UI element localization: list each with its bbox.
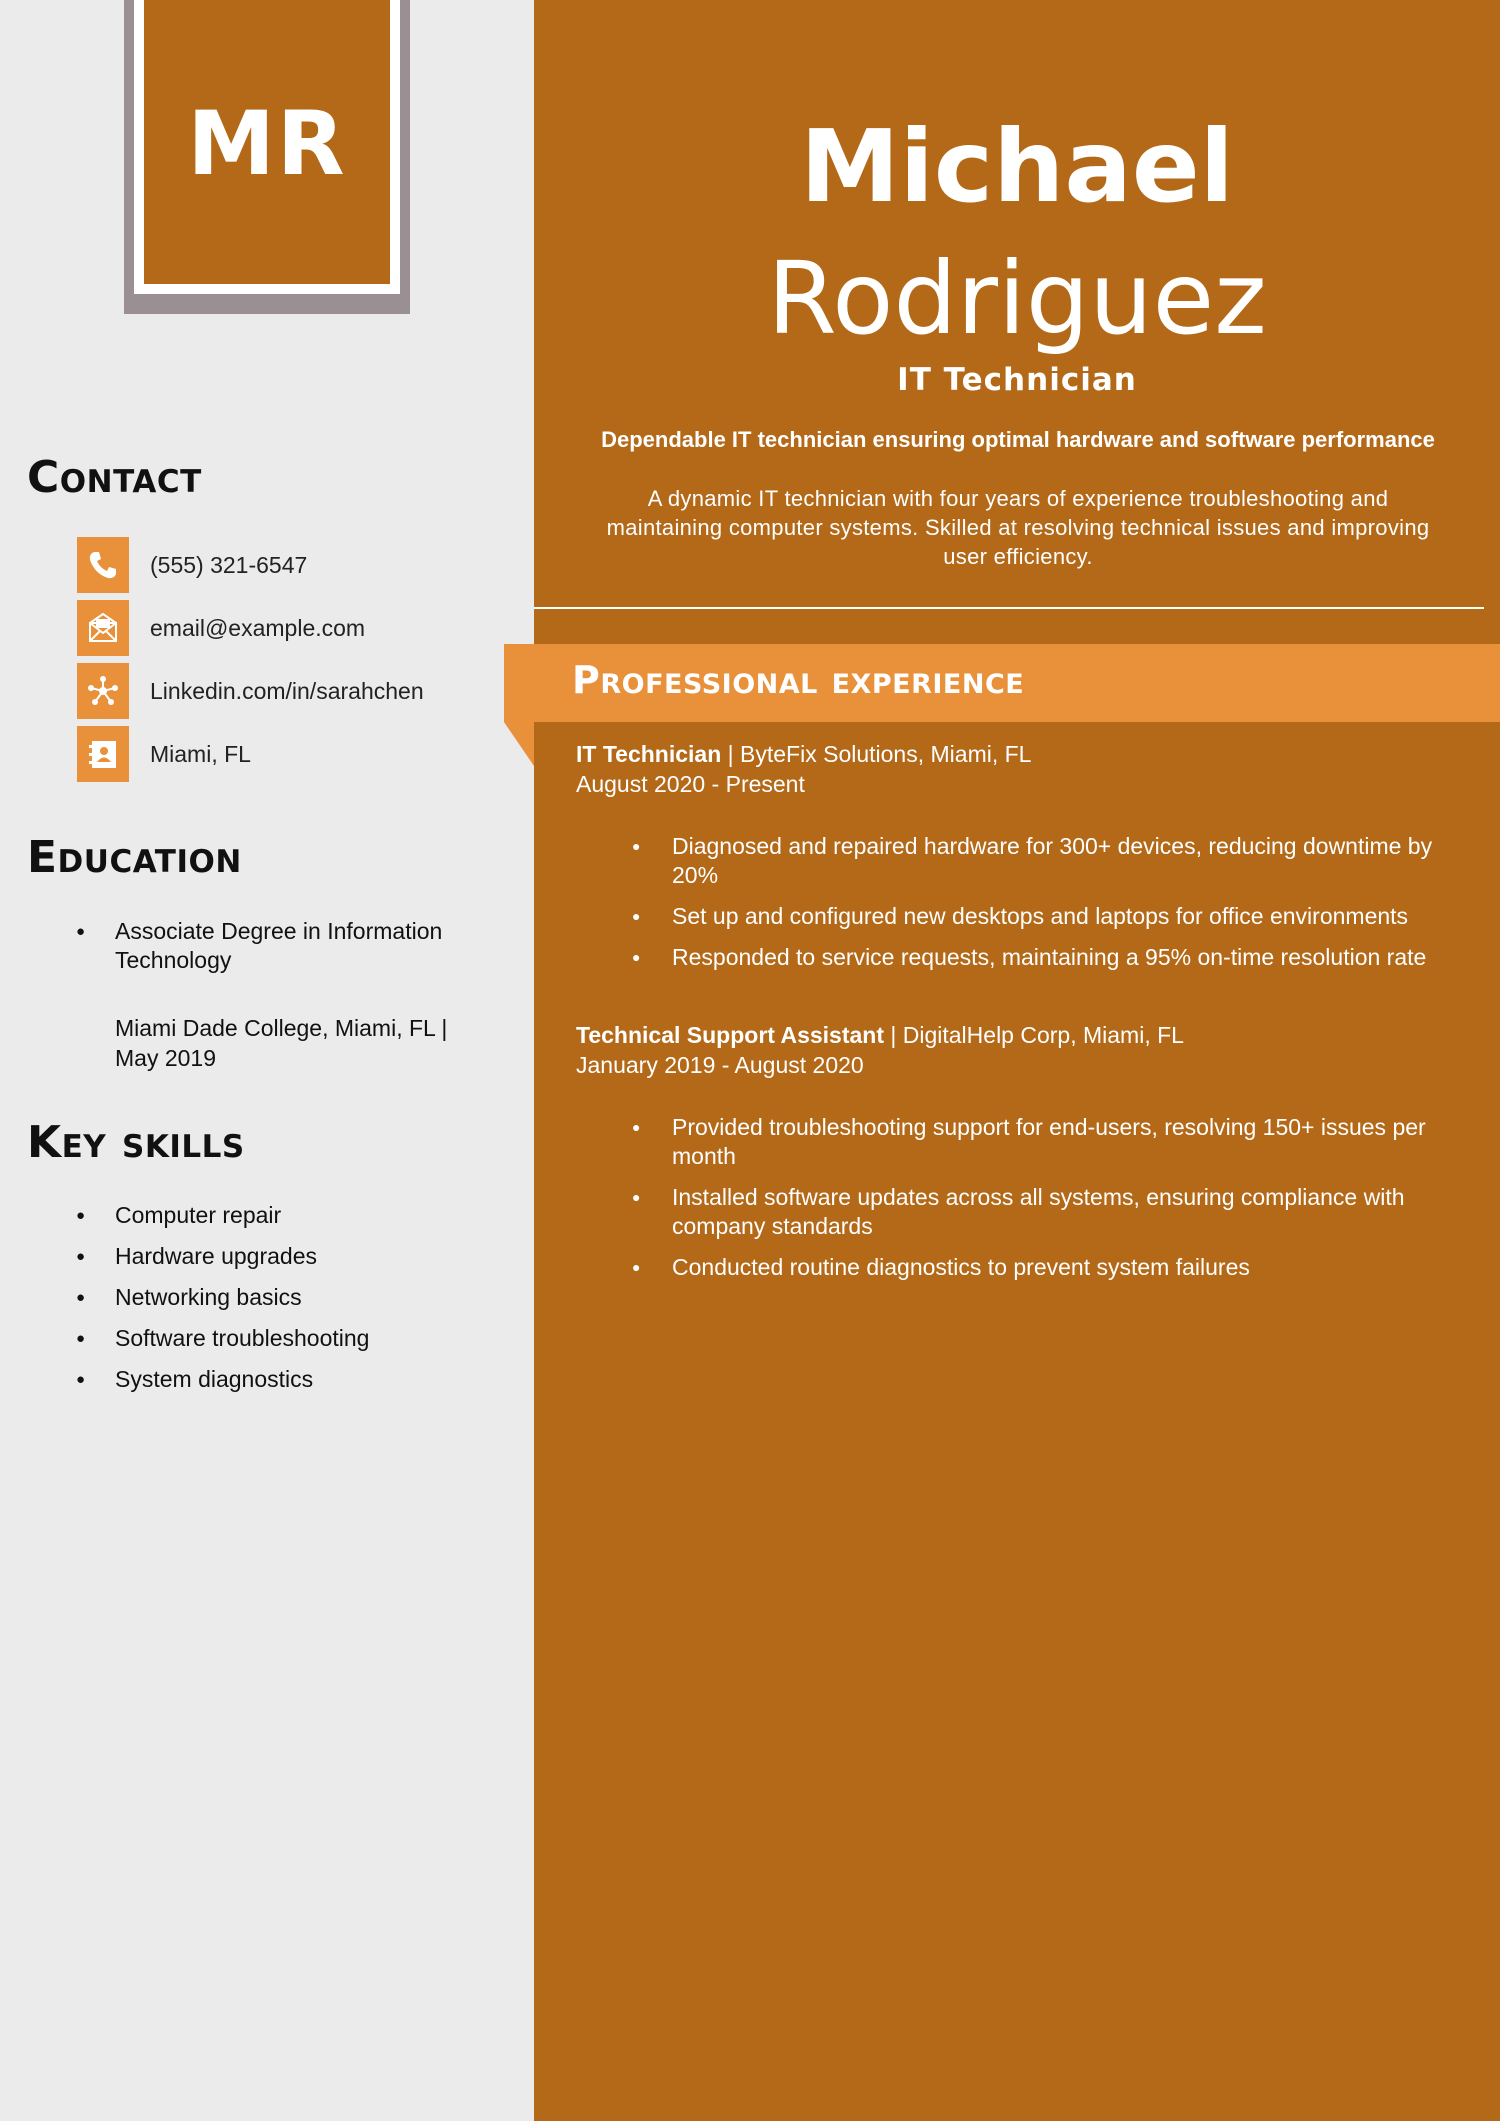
job-bullet: ● Diagnosed and repaired hardware for 300+ devices, reducing downtime by 20%	[632, 832, 1452, 890]
job-bullets	[632, 832, 1452, 984]
job-bullet: ● Set up and configured new desktops and laptops for office environments	[632, 902, 1452, 931]
contact-email	[77, 600, 365, 656]
first-name: Michael	[800, 108, 1234, 225]
job-role: Technical Support Assistant	[576, 1022, 884, 1048]
job-title: IT Technician	[897, 362, 1137, 398]
job-bullet: ● Responded to service requests, maintaining a 95% on-time resolution rate	[632, 943, 1452, 972]
skill-item: ● Networking basics	[76, 1283, 496, 1312]
education-heading: Education	[27, 832, 242, 883]
job-company: | DigitalHelp Corp, Miami, FL	[884, 1022, 1184, 1048]
contact-heading: Contact	[27, 452, 202, 503]
monogram: MR	[187, 91, 347, 195]
skill-item: ● Computer repair	[76, 1201, 496, 1230]
skill-item: ● System diagnostics	[76, 1365, 496, 1394]
phone-icon	[77, 537, 129, 593]
skill-item: ● Software troubleshooting	[76, 1324, 496, 1353]
email-icon	[77, 600, 129, 656]
contact-location-text: Miami, FL	[150, 740, 251, 767]
skills-heading: Key skills	[27, 1117, 245, 1168]
education-list	[76, 917, 496, 975]
job-bullet: ● Installed software updates across all systems, ensuring compliance with company standards	[632, 1183, 1452, 1241]
contact-email-text: email@example.com	[150, 614, 366, 641]
education-detail: Miami Dade College, Miami, FL | May 2019	[115, 1015, 448, 1071]
contact-phone-text: (555) 321-6547	[150, 551, 308, 578]
job-dates: January 2019 - August 2020	[576, 1052, 864, 1078]
address-card-icon	[77, 726, 129, 782]
job-role: IT Technician	[576, 741, 722, 767]
job-bullet: ● Provided troubleshooting support for end-users, resolving 150+ issues per month	[632, 1113, 1452, 1171]
tagline: Dependable IT technician ensuring optimal hardware and software performance	[601, 427, 1435, 452]
job-header	[576, 1020, 1184, 1080]
summary: A dynamic IT technician with four years of experience troubleshooting and maintaining computer systems. Skilled at resolving technical issues and improving user efficiency.	[606, 486, 1430, 569]
banner-fold	[504, 722, 534, 766]
experience-heading: Professional experience	[572, 658, 1025, 702]
divider	[534, 607, 1484, 609]
skills-list	[76, 1201, 496, 1406]
contact-linkedin	[77, 663, 424, 719]
job-company: | ByteFix Solutions, Miami, FL	[721, 741, 1032, 767]
job-dates: August 2020 - Present	[576, 771, 805, 797]
job-bullet: ● Conducted routine diagnostics to prevent system failures	[632, 1253, 1452, 1282]
contact-location	[77, 726, 251, 782]
last-name: Rodriguez	[767, 240, 1267, 357]
skill-item: ● Hardware upgrades	[76, 1242, 496, 1271]
job-bullets	[632, 1113, 1452, 1294]
job-header	[576, 739, 1031, 799]
education-degree: ● Associate Degree in Information Technology	[76, 917, 496, 975]
monogram-box	[144, 0, 390, 284]
contact-linkedin-text: Linkedin.com/in/sarahchen	[150, 677, 424, 704]
network-icon	[77, 663, 129, 719]
contact-phone	[77, 537, 307, 593]
monogram-frame	[124, 0, 410, 314]
